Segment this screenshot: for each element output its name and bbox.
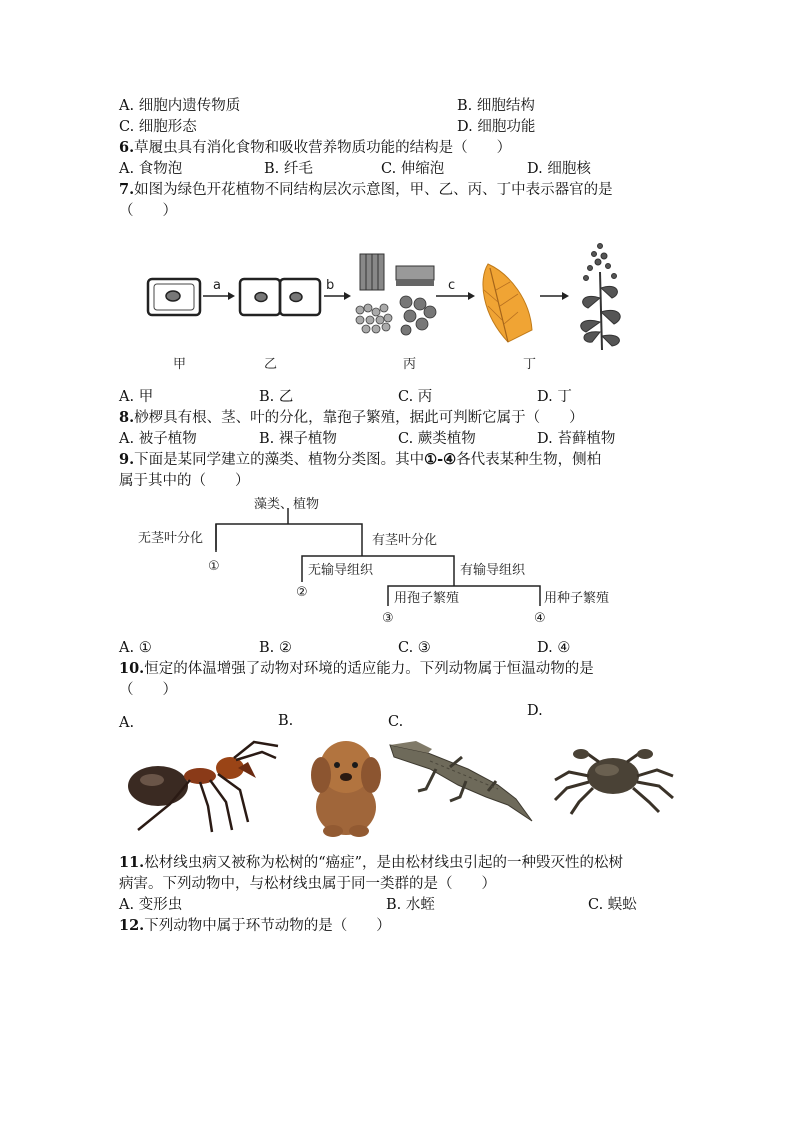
q9-stem-line2: 属于其中的（ ） (119, 473, 250, 489)
q5-option-d: D. 细胞功能 (457, 119, 536, 135)
tree-spore: 用孢子繁殖 (394, 591, 460, 606)
q9-option-b: B. ② (259, 640, 292, 656)
tree-has-stem: 有茎叶分化 (372, 533, 438, 548)
classification-tree (130, 490, 630, 632)
q6-number: 6. (119, 139, 135, 156)
q6-option-b: B. 纤毛 (264, 161, 313, 177)
tree-has-tissue: 有输导组织 (460, 563, 526, 578)
q11-text-1: 松材线虫病又被称为松树的“癌症”，是由松材线虫引起的一种毁灭性的松树 (144, 855, 624, 871)
q8-option-d: D. 苔藓植物 (537, 431, 616, 447)
q9-range: ①-④ (424, 451, 457, 468)
q9-stem (119, 450, 601, 470)
q11-option-a: A. 变形虫 (119, 897, 183, 913)
q10-paren: （ ） (119, 682, 177, 698)
q10-option-a: A. (119, 715, 135, 731)
puppy-image (307, 733, 385, 837)
q10-stem (119, 659, 594, 679)
tree-root: 藻类、植物 (254, 497, 320, 512)
q10-option-d: D. (527, 703, 543, 719)
crab-image (549, 746, 679, 818)
q8-text: 桫椤具有根、茎、叶的分化，靠孢子繁殖，据此可判断它属于（ ） (134, 410, 584, 426)
q12-text: 下列动物中属于环节动物的是（ ） (144, 918, 391, 934)
q8-option-c: C. 蕨类植物 (398, 431, 476, 447)
q6-option-c: C. 伸缩泡 (381, 161, 445, 177)
q11-stem (119, 853, 623, 873)
q7-number: 7. (119, 181, 135, 198)
plant-hierarchy-diagram (130, 232, 670, 377)
arrow-c-label: c (448, 278, 456, 293)
q8-option-b: B. 裸子植物 (259, 431, 337, 447)
q5-option-b: B. 细胞结构 (457, 98, 535, 114)
q7-option-c: C. 丙 (398, 389, 433, 405)
tree-node-2: ② (296, 585, 308, 600)
q9-option-d: D. ④ (537, 640, 571, 656)
leaf-icon (483, 264, 532, 342)
q6-option-d: D. 细胞核 (527, 161, 591, 177)
single-cell-icon (148, 279, 200, 315)
q6-option-a: A. 食物泡 (119, 161, 183, 177)
q6-stem (119, 138, 511, 158)
q8-stem (119, 408, 584, 428)
q11-stem-line2: 病害。下列动物中，与松材线虫属于同一类群的是（ ） (119, 876, 496, 892)
arrow-a-label: a (213, 278, 221, 293)
label-bing: 丙 (403, 357, 417, 372)
q12-stem (119, 916, 391, 936)
two-cells-icon (240, 279, 320, 315)
q7-stem (119, 180, 613, 200)
tree-node-4: ④ (534, 611, 546, 626)
q6-text: 草履虫具有消化食物和吸收营养物质功能的结构是（ ） (134, 140, 512, 156)
tree-node-1: ① (208, 559, 220, 574)
q5-option-a: A. 细胞内遗传物质 (119, 98, 241, 114)
q8-number: 8. (119, 409, 135, 426)
q9-text-1: 下面是某同学建立的藻类、植物分类图。其中 (134, 452, 425, 468)
q10-text: 恒定的体温增强了动物对环境的适应能力。下列动物属于恒温动物的是 (144, 661, 594, 677)
tree-no-tissue: 无输导组织 (308, 563, 374, 578)
q12-number: 12. (119, 917, 145, 934)
q11-number: 11. (119, 854, 145, 871)
tree-seed: 用种子繁殖 (544, 591, 610, 606)
q7-option-b: B. 乙 (259, 389, 294, 405)
label-jia: 甲 (173, 357, 187, 372)
q5-option-c: C. 细胞形态 (119, 119, 197, 135)
q9-number: 9. (119, 451, 135, 468)
q9-option-a: A. ① (119, 640, 152, 656)
q11-option-b: B. 水蛭 (386, 897, 435, 913)
q7-text: 如图为绿色开花植物不同结构层次示意图，甲、乙、丙、丁中表示器官的是 (134, 182, 613, 198)
q7-option-a: A. 甲 (119, 389, 154, 405)
q7-option-d: D. 丁 (537, 389, 572, 405)
q10-option-b: B. (278, 713, 294, 729)
q9-option-c: C. ③ (398, 640, 431, 656)
q11-option-c: C. 蜈蚣 (588, 897, 637, 913)
crocodile-image (388, 735, 533, 830)
q9-text-2: 各代表某种生物，侧柏 (456, 452, 602, 468)
q10-option-c: C. (388, 714, 404, 730)
q8-option-a: A. 被子植物 (119, 431, 197, 447)
q7-paren: （ ） (119, 203, 177, 219)
plant-icon (581, 244, 620, 351)
label-ding: 丁 (523, 357, 537, 372)
tissue-icon (356, 254, 436, 335)
q10-number: 10. (119, 660, 145, 677)
tree-node-3: ③ (382, 611, 394, 626)
tree-no-stem: 无茎叶分化 (138, 531, 204, 546)
arrow-b-label: b (326, 278, 335, 293)
ant-image (118, 734, 283, 836)
label-yi: 乙 (264, 357, 278, 372)
